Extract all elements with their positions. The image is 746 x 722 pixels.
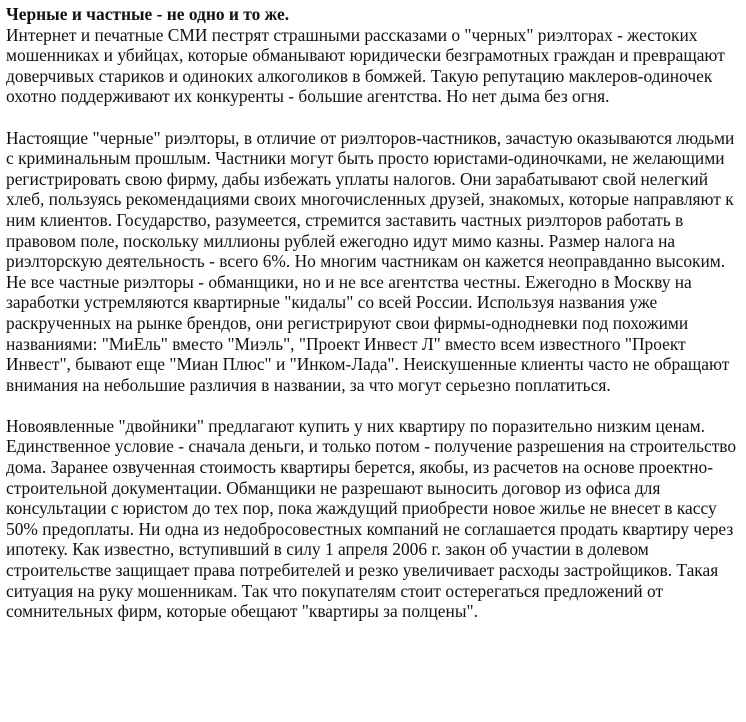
article-paragraph-doubles: Новоявленные "двойники" предлагают купить у них квартиру по поразительно низким ценам. Единственное условие - сначала деньги, и только потом - получение разрешения на строительство дома. Заранее озвученная стоимость квартиры берется, якобы, из расчетов на основе проектно-строительной документации. Обманщики не разрешают выносить договор из офиса для консультации с юристом до тех пор, пока жаждущий приобрести новое жилье не внесет в кассу 50% предоплаты. Ни одна из недобросовестных компаний не соглашается продать квартиру через ипотеку. Как известно, вступивший в силу 1 апреля 2006 г. закон об участии в долевом строительстве защищает права потребителей и резко увеличивает расходы застройщиков. Такая ситуация на руку мошенникам. Так что покупателям стоит остерегаться предложений от сомнительных фирм, которые обещают "квартиры за полцены". bbox=[6, 415, 737, 622]
article bbox=[6, 4, 746, 622]
article-paragraph-private-realtors: Настоящие "черные" риэлторы, в отличие от риэлторов-частников, зачастую оказываются людьми с криминальным прошлым. Частники могут быть просто юристами-одиночками, не желающими регистрировать свою фирму, дабы избежать уплаты налогов. Они зарабатывают свой нелегкий хлеб, пользуясь рекомендациями своих многочисленных друзей, знакомых, которые направляют к ним клиентов. Государство, разумеется, стремится заставить частных риэлторов работать в правовом поле, поскольку миллионы рублей ежегодно идут мимо казны. Размер налога на риэлторскую деятельность - всего 6%. Но многим частникам он кажется неоправданно высоким. Не все частные риэлторы - обманщики, но и не все агентства честны. Ежегодно в Москву на заработки устремляются квартирные "кидалы" со всей России. Используя названия уже раскрученных на рынке брендов, они регистрируют свои фирмы-однодневки под похожими названиями: "МиЕль" вместо "Миэль", "Проект Инвест Л" вместо всем известного "Проект Инвест", бывают еще "Миан Плюс" и "Инком-Лада". Неискушенные клиенты часто не обращают внимания на небольшие различия в названии, за что могут серьезно поплатиться. bbox=[6, 127, 735, 395]
article-paragraph-intro: Интернет и печатные СМИ пестрят страшными рассказами о "черных" риэлторах - жестоких мошенниках и убийцах, которые обманывают юридически безграмотных граждан и превращают доверчивых стариков и одиноких алкоголиков в бомжей. Такую репутацию маклеров-одиночек охотно поддерживают их конкуренты - большие агентства. Но нет дыма без огня. bbox=[6, 24, 725, 107]
article-title: Черные и частные - не одно и то же. bbox=[6, 4, 290, 24]
